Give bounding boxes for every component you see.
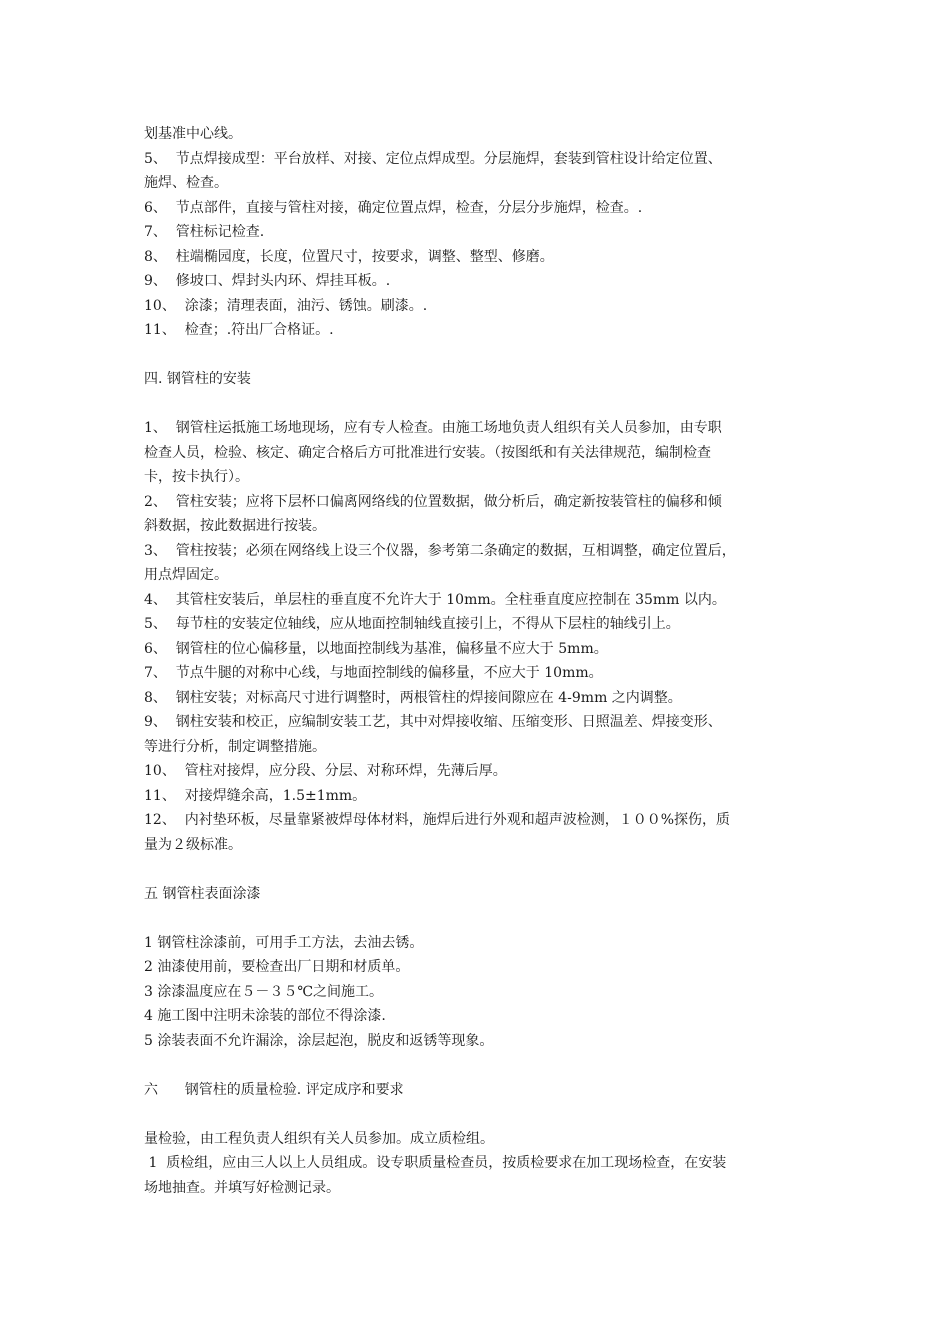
list-a (144, 147, 812, 343)
list-item: 4、 其管柱安装后，单层柱的垂直度不允许大于 10mm。全柱垂直度应控制在 35mm 以内。 (144, 591, 726, 608)
list-item-continuation: 等进行分析，制定调整措施。 (144, 738, 326, 755)
list-item-continuation: 施焊、检查。 (144, 175, 228, 191)
list-item: 5、 节点焊接成型：平台放样、对接、定位点焊成型。分层施焊，套装到管柱设计给定位置、 (144, 150, 722, 167)
section4-list (144, 416, 812, 857)
list-item: 1、 钢管柱运抵施工场地现场，应有专人检查。由施工场地负责人组织有关人员参加，由专职 (144, 420, 722, 436)
section-heading: 五 钢管柱表面涂漆 (144, 885, 261, 902)
list-item: 12、 内衬垫环板，尽量靠紧被焊母体材料，施焊后进行外观和超声波检测，１００%探伤，质 (144, 812, 731, 828)
list-item: 1 钢管柱涂漆前，可用手工方法，去油去锈。 (144, 934, 424, 951)
list-item: 7、 管柱标记检查. (144, 224, 265, 240)
list-item: 7、 节点牛腿的对称中心线，与地面控制线的偏移量，不应大于 10mm。 (144, 665, 603, 681)
list-item: 11、 对接焊缝余高，1.5±1mm。 (144, 787, 367, 804)
list-item: 6、 节点部件，直接与管柱对接，确定位置点焊，检查，分层分步施焊，检查。. (144, 199, 643, 216)
list-item: 3 涂漆温度应在５－３５℃之间施工。 (144, 983, 384, 1000)
section-heading: 六 钢管柱的质量检验. 评定成序和要求 (144, 1081, 404, 1098)
list-item: 4 施工图中注明未涂装的部位不得涂漆. (144, 1008, 386, 1024)
list-item-continuation: 斜数据，按此数据进行按装。 (144, 518, 326, 534)
section5-list (144, 931, 812, 1054)
list-item: 9、 钢柱安装和校正，应编制安装工艺，其中对焊接收缩、压缩变形、日照温差、焊接变形、 (144, 714, 722, 730)
paragraph-line: 场地抽查。并填写好检测记录。 (144, 1179, 340, 1196)
list-item: 5 涂装表面不允许漏涂，涂层起泡，脱皮和返锈等现象。 (144, 1032, 494, 1049)
list-item-continuation: 卡，按卡执行）。 (144, 469, 249, 485)
paragraph-line: 1 质检组，应由三人以上人员组成。设专职质量检查员，按质检要求在加工现场检查，在安装 (144, 1155, 727, 1171)
list-item-continuation: 用点焊固定。 (144, 567, 228, 583)
list-item: 8、 钢柱安装；对标高尺寸进行调整时，两根管柱的焊接间隙应在 4-9mm 之内调整。 (144, 689, 682, 706)
document-body (144, 122, 812, 1200)
list-item: 9、 修坡口、焊封头内环、焊挂耳板。. (144, 273, 391, 289)
list-item: 8、 柱端椭园度，长度，位置尺寸，按要求，调整、整型、修磨。 (144, 248, 554, 265)
section6-body (144, 1127, 812, 1201)
list-item-continuation: 检查人员，检验、核定、确定合格后方可批准进行安装。（按图纸和有关法律规范，编制检查 (144, 444, 711, 461)
list-item: 10、 管柱对接焊，应分段、分层、对称环焊，先薄后厚。 (144, 763, 507, 779)
list-item: 3、 管柱按装；必须在网络线上设三个仪器，参考第二条确定的数据，互相调整，确定位置后， (144, 542, 736, 559)
list-item: 2 油漆使用前，要检查出厂日期和材质单。 (144, 959, 410, 975)
list-item-continuation: 量为２级标准。 (144, 836, 242, 853)
list-item: 2、 管柱安装；应将下层杯口偏离网络线的位置数据，做分析后，确定新按装管柱的偏移和倾 (144, 493, 722, 510)
list-item: 6、 钢管柱的位心偏移量，以地面控制线为基准，偏移量不应大于 5mm。 (144, 640, 608, 657)
paragraph-line: 量检验，由工程负责人组织有关人员参加。成立质检组。 (144, 1130, 494, 1147)
list-item: 10、 涂漆；清理表面，油污、锈蚀。刷漆。. (144, 297, 428, 314)
section-heading: 四. 钢管柱的安装 (144, 371, 251, 387)
list-item: 11、 检查；.符出厂合格证。. (144, 322, 334, 338)
list-item: 5、 每节柱的安装定位轴线，应从地面控制轴线直接引上，不得从下层柱的轴线引上。 (144, 616, 680, 632)
intro-line: 划基准中心线。 (144, 126, 242, 142)
